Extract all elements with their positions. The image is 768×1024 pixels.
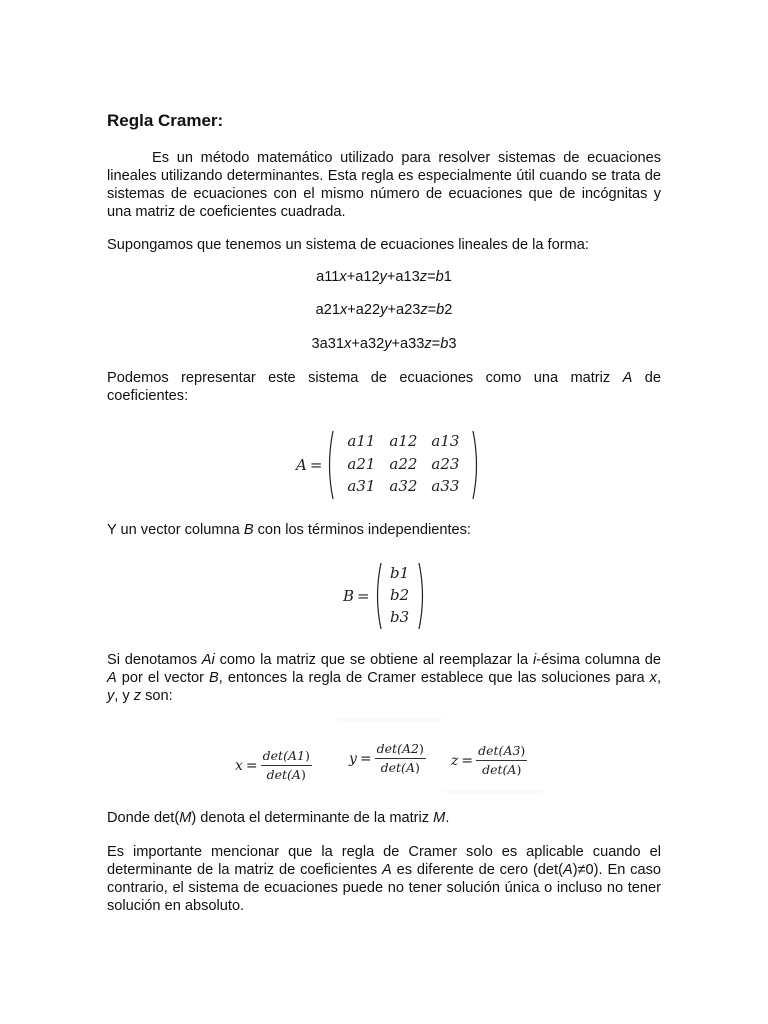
matrix-a: A = a11 a12 a13 a21 a22 a23 a31 a32 a33 xyxy=(296,430,481,500)
fraction-x: $\frac{\det(A1)}{\det(A)}$ xyxy=(262,748,310,782)
page-title: Regla Cramer: xyxy=(107,111,224,130)
right-paren-icon xyxy=(418,562,427,630)
matrix-a-grid: a11 a12 a13 a21 a22 a23 a31 a32 a33 xyxy=(347,432,460,496)
formula-z: z = $\frac{\det(A3)}{\det(A)}$ xyxy=(451,743,526,777)
represent-paragraph: Podemos representar este sistema de ecuaciones como una matriz A de coeficientes: xyxy=(107,370,661,404)
intro-paragraph: Es un método matemático utilizado para resolver sistemas de ecuaciones lineales utilizando determinantes. Esta regla es especialmente útil cuando se trata de sistemas de ecuaciones con el mismo número de ecuaciones que de incógnitas y una matriz de coeficientes cuadrada. xyxy=(107,150,661,220)
formula-x: x = $\frac{\det(A1)}{\det(A)}$ xyxy=(235,748,310,782)
vector-paragraph: Y un vector columna B con los términos independientes: xyxy=(107,522,471,538)
formula-image-edge xyxy=(337,718,443,721)
left-paren-icon xyxy=(325,430,334,500)
equation-2: a21x+a22y+a23z=b2 xyxy=(315,302,453,318)
important-paragraph: Es importante mencionar que la regla de Cramer solo es aplicable cuando el determinante de la matriz de coeficientes A es diferente de cero (det(A)≠0). En caso contrario, el sistema de ecuaciones puede no tener solución única o incluso no tener solución en absoluto. xyxy=(107,844,662,914)
right-paren-icon xyxy=(472,430,481,500)
vector-b: B = b1 b2 b3 xyxy=(343,562,427,630)
matrix-a-label: A xyxy=(296,456,307,474)
vector-b-grid: b1 b2 b3 xyxy=(390,564,410,626)
left-paren-icon xyxy=(373,562,382,630)
where-paragraph: Donde det(M) denota el determinante de la matriz M. xyxy=(107,810,450,826)
suppose-paragraph: Supongamos que tenemos un sistema de ecuaciones lineales de la forma: xyxy=(107,237,589,253)
equation-3: 3a31x+a32y+a33z=b3 xyxy=(311,336,457,352)
fraction-z: $\frac{\det(A3)}{\det(A)}$ xyxy=(478,743,526,777)
denote-paragraph: Si denotamos Ai como la matriz que se obtiene al reemplazar la i-ésima columna de A por el vector B, entonces la regla de Cramer establece que las soluciones para x, y, y z son: xyxy=(107,652,661,704)
formula-image-edge xyxy=(443,790,543,793)
vector-b-label: B xyxy=(343,587,355,605)
fraction-y: $\frac{\det(A2)}{\det(A)}$ xyxy=(376,741,424,775)
formula-y: y = $\frac{\det(A2)}{\det(A)}$ xyxy=(349,741,424,775)
equation-1: a11x+a12y+a13z=b1 xyxy=(316,269,452,285)
